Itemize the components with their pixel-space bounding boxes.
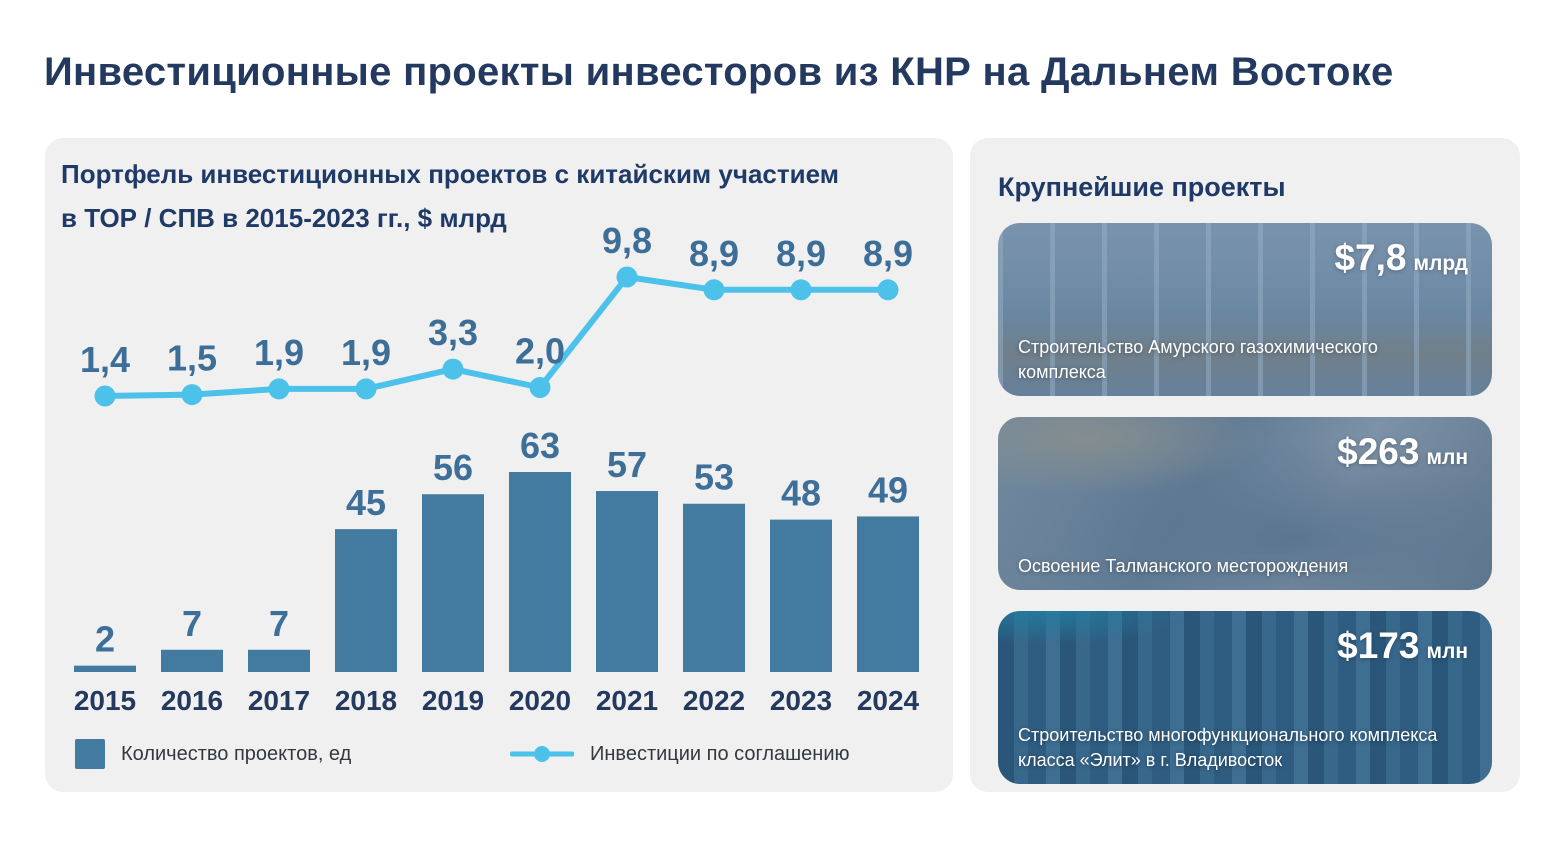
line-value-label: 1,5 xyxy=(166,337,218,379)
line-marker xyxy=(182,384,203,405)
bar-value-label: 49 xyxy=(867,469,909,511)
project-value-unit: млн xyxy=(1426,640,1468,663)
x-axis xyxy=(74,685,920,716)
bar-value-label: 56 xyxy=(432,447,474,489)
bars-series xyxy=(74,425,919,672)
project-description: Строительство Амурского газохимического комплекса xyxy=(1018,337,1378,382)
chart-legend xyxy=(75,736,923,772)
x-axis-label: 2021 xyxy=(595,685,659,716)
bar-value-label: 57 xyxy=(606,444,648,486)
x-axis-label: 2024 xyxy=(856,685,920,716)
x-axis-label: 2016 xyxy=(160,685,224,716)
line-value-label: 1,4 xyxy=(79,339,131,380)
bar-value-label: 7 xyxy=(181,602,203,644)
project-value xyxy=(1337,431,1468,473)
line-series xyxy=(80,220,913,407)
line-value-label: 2,0 xyxy=(514,330,566,372)
line-value-label: 8,9 xyxy=(775,232,827,274)
legend-label-investments: Инвестиции по соглашению xyxy=(590,742,850,765)
line-marker xyxy=(530,377,551,398)
line-value-label: 8,9 xyxy=(688,232,740,274)
project-card-vladivostok xyxy=(998,611,1492,784)
project-value xyxy=(1337,625,1468,667)
line-marker xyxy=(704,279,725,300)
bar xyxy=(509,472,571,672)
project-description: Освоение Талманского месторождения xyxy=(1018,555,1349,576)
bar xyxy=(770,520,832,672)
x-axis-label: 2017 xyxy=(247,685,311,716)
x-axis-label: 2023 xyxy=(769,685,833,716)
bar-value-label: 48 xyxy=(780,472,822,514)
project-value-unit: млрд xyxy=(1413,252,1468,275)
chart-panel xyxy=(45,138,953,792)
project-value-amount: $263 xyxy=(1337,431,1420,472)
bar xyxy=(74,666,136,672)
bar xyxy=(248,650,310,672)
bar-value-label: 53 xyxy=(693,456,735,498)
bar-value-label: 45 xyxy=(345,482,387,524)
legend-item-investments xyxy=(510,736,850,772)
legend-label-projects: Количество проектов, ед xyxy=(121,742,352,765)
line-marker xyxy=(617,267,638,288)
x-axis-label: 2019 xyxy=(421,685,485,716)
x-axis-label: 2015 xyxy=(73,685,137,716)
bar-swatch-icon xyxy=(75,739,105,769)
project-value-amount: $173 xyxy=(1337,625,1420,666)
line-marker-icon xyxy=(510,745,574,763)
line-value-label: 1,9 xyxy=(340,331,392,373)
project-description: Строительство многофункционального комплекса класса «Элит» в г. Владивосток xyxy=(1018,725,1438,770)
legend-item-projects xyxy=(75,736,351,772)
bar xyxy=(335,529,397,672)
x-axis-label: 2022 xyxy=(682,685,746,716)
page-title: Инвестиционные проекты инвесторов из КНР на Дальнем Востоке xyxy=(44,50,1394,94)
project-value-amount: $7,8 xyxy=(1334,237,1407,278)
x-axis-label: 2020 xyxy=(508,685,572,716)
line-value-label: 1,9 xyxy=(253,331,305,373)
line-marker xyxy=(95,386,116,407)
project-card-talman xyxy=(998,417,1492,590)
bar-value-label: 2 xyxy=(94,618,116,660)
project-value xyxy=(1334,237,1468,279)
project-value-unit: млн xyxy=(1426,446,1468,469)
line-value-label: 3,3 xyxy=(427,312,479,354)
bar-value-label: 7 xyxy=(268,602,290,644)
bar xyxy=(683,504,745,672)
line-marker xyxy=(269,378,290,399)
projects-panel xyxy=(970,138,1520,792)
line-marker xyxy=(878,279,899,300)
chart-title-line1: Портфель инвестиционных проектов с китайским участием xyxy=(61,159,839,189)
bar xyxy=(857,516,919,672)
chart-title-line2: в ТОР / СПВ в 2015-2023 гг., $ млрд xyxy=(61,203,507,233)
bar xyxy=(422,494,484,672)
projects-panel-title: Крупнейшие проекты xyxy=(998,172,1286,202)
project-card-amur xyxy=(998,223,1492,396)
line-path xyxy=(105,277,888,396)
line-value-label: 8,9 xyxy=(862,232,914,274)
bar-value-label: 63 xyxy=(519,425,561,466)
bar xyxy=(596,491,658,672)
line-marker xyxy=(356,378,377,399)
line-marker xyxy=(791,279,812,300)
line-value-label: 9,8 xyxy=(601,220,653,261)
line-marker xyxy=(443,359,464,380)
chart-title xyxy=(61,152,839,240)
bar xyxy=(161,650,223,672)
x-axis-label: 2018 xyxy=(334,685,398,716)
